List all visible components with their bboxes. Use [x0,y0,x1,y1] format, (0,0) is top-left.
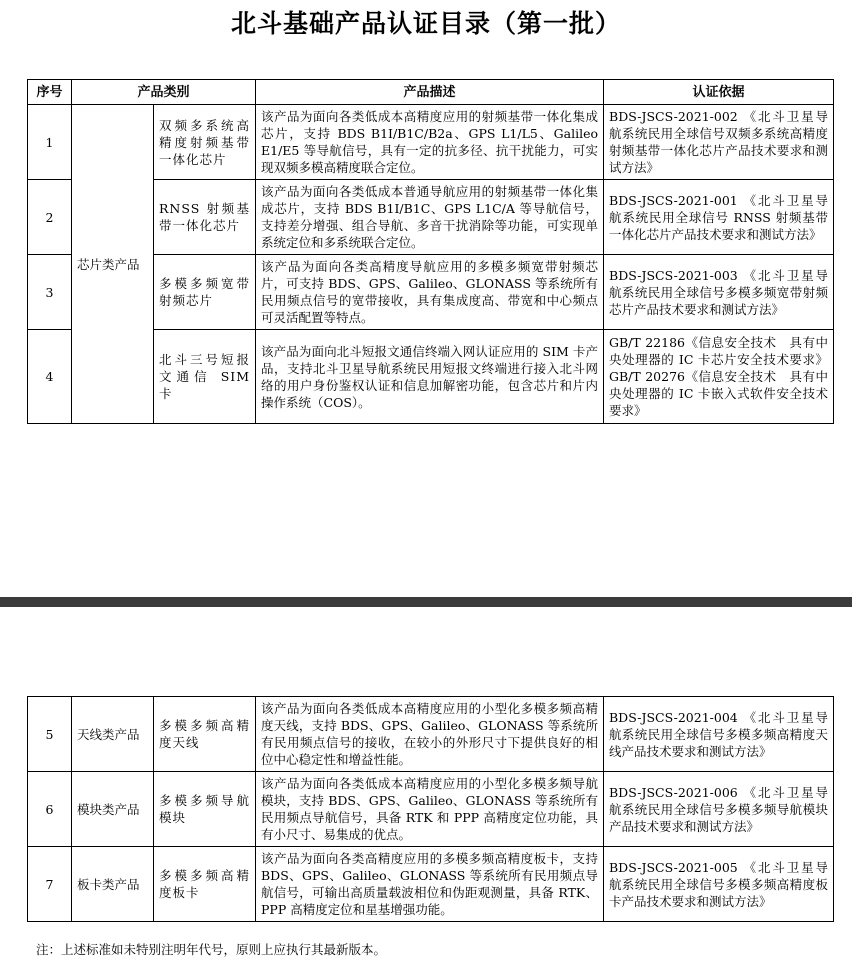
certification-basis: BDS-JSCS-2021-001 《北斗卫星导航系统民用全球信号 RNSS 射频基带一体化芯片产品技术要求和测试方法》 [604,180,834,255]
table-row [28,105,834,180]
row-number: 4 [28,330,72,424]
row-number: 6 [28,772,72,847]
category-cell: 板卡类产品 [72,847,154,922]
page-title: 北斗基础产品认证目录（第一批） [230,9,621,38]
product-description: 该产品为面向北斗短报文通信终端入网认证应用的 SIM 卡产品，支持北斗卫星导航系统民用短报文终端进行接入北斗网络的用户身份鉴权认证和信息加解密功能，包含芯片和片内操作系统（COS）。 [256,330,604,424]
category-cell: 模块类产品 [72,772,154,847]
certification-basis: BDS-JSCS-2021-003 《北斗卫星导航系统民用全球信号多模多频宽带射频芯片产品技术要求和测试方法》 [604,255,834,330]
header-num: 序号 [28,80,72,105]
certification-basis: GB/T 22186《信息安全技术 具有中央处理器的 IC 卡芯片安全技术要求》GB/T 20276《信息安全技术 具有中央处理器的 IC 卡嵌入式软件安全技术要求》 [604,330,834,424]
product-description: 该产品为面向各类低成本普通导航应用的射频基带一体化集成芯片，支持 BDS B1I/B1C、GPS L1C/A 等导航信号，支持差分增强、组合导航、多音干扰消除等功能，可实现单系统定位和多系统联合定位。 [256,180,604,255]
certification-basis: BDS-JSCS-2021-006 《北斗卫星导航系统民用全球信号多模多频导航模块产品技术要求和测试方法》 [604,772,834,847]
product-name: 北斗三号短报文通信 SIM 卡 [154,330,256,424]
header-description: 产品描述 [256,80,604,105]
header-basis: 认证依据 [604,80,834,105]
page-separator [0,597,852,607]
row-number: 5 [28,697,72,772]
product-description: 该产品为面向各类高精度导航应用的多模多频宽带射频芯片，可支持 BDS、GPS、Galileo、GLONASS 等系统所有民用频点信号的宽带接收，具有集成度高、带宽和中心频点可灵活配置等特点。 [256,255,604,330]
product-name: 多模多频宽带射频芯片 [154,255,256,330]
footnote: 注：上述标准如未特别注明年代号，原则上应执行其最新版本。 [36,942,387,957]
row-number: 3 [28,255,72,330]
product-description: 该产品为面向各类低成本高精度应用的小型化多模多频高精度天线，支持 BDS、GPS、Galileo、GLONASS 等系统所有民用频点信号的接收，在较小的外形尺寸下提供良好的相位中心稳定性和增益性能。 [256,697,604,772]
catalog-table-page-2 [27,696,834,922]
table-row [28,697,834,772]
product-name: 双频多系统高精度射频基带一体化芯片 [154,105,256,180]
product-name: 多模多频导航模块 [154,772,256,847]
product-name: RNSS 射频基带一体化芯片 [154,180,256,255]
product-name: 多模多频高精度板卡 [154,847,256,922]
catalog-table-page-1 [27,79,834,424]
certification-basis: BDS-JSCS-2021-004 《北斗卫星导航系统民用全球信号多模多频高精度天线产品技术要求和测试方法》 [604,697,834,772]
row-number: 1 [28,105,72,180]
row-number: 2 [28,180,72,255]
product-description: 该产品为面向各类高精度应用的多模多频高精度板卡，支持 BDS、GPS、Galileo、GLONASS 等系统所有民用频点导航信号，可输出高质量载波相位和伪距观测量，具备 RTK、PPP 高精度定位和星基增强功能。 [256,847,604,922]
table-row [28,847,834,922]
product-description: 该产品为面向各类低成本高精度应用的小型化多模多频导航模块，支持 BDS、GPS、Galileo、GLONASS 等系统所有民用频点导航信号，具备 RTK 和 PPP 高精度定位功能，具有小尺寸、易集成的优点。 [256,772,604,847]
category-cell: 天线类产品 [72,697,154,772]
row-number: 7 [28,847,72,922]
product-name: 多模多频高精度天线 [154,697,256,772]
product-description: 该产品为面向各类低成本高精度应用的射频基带一体化集成芯片，支持 BDS B1I/B1C/B2a、GPS L1/L5、Galileo E1/E5 等导航信号，具有一定的抗多径、抗干扰能力，可实现双频多模高精度联合定位。 [256,105,604,180]
certification-basis: BDS-JSCS-2021-005 《北斗卫星导航系统民用全球信号多模多频高精度板卡产品技术要求和测试方法》 [604,847,834,922]
category-cell: 芯片类产品 [72,105,154,424]
header-category: 产品类别 [72,80,256,105]
certification-basis: BDS-JSCS-2021-002 《北斗卫星导航系统民用全球信号双频多系统高精度射频基带一体化芯片产品技术要求和测试方法》 [604,105,834,180]
table-header-row [28,80,834,105]
table-row [28,772,834,847]
